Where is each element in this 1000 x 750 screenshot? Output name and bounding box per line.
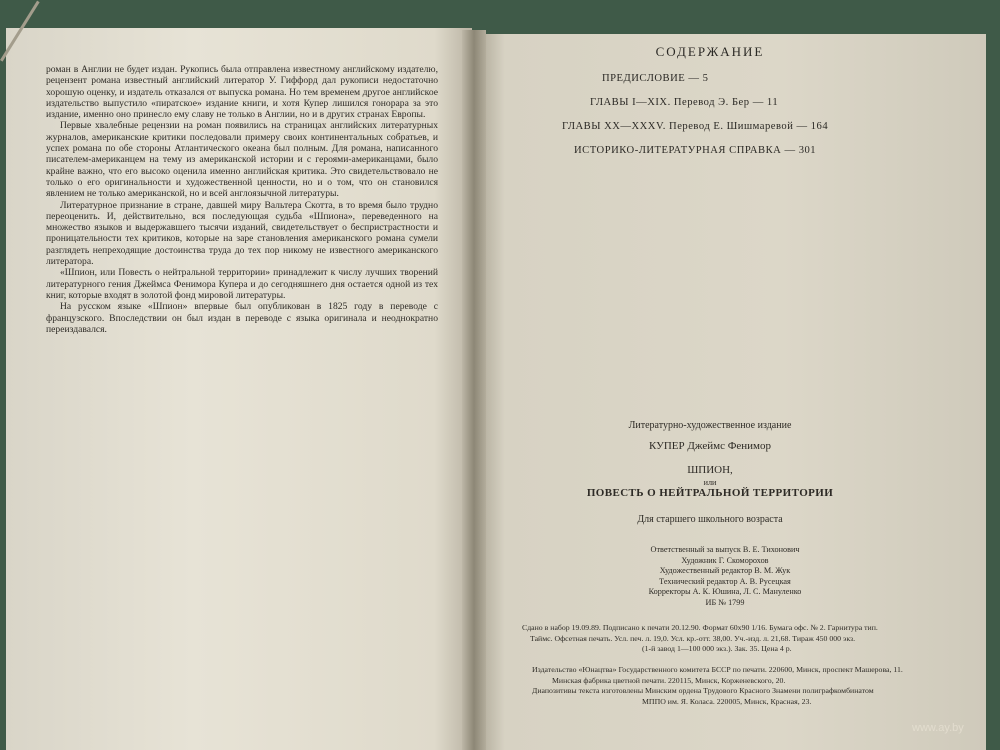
credit-line: Художник Г. Скоморохов xyxy=(681,555,769,565)
publisher-line: МППО им. Я. Коласа. 220005, Минск, Красная, 23. xyxy=(642,696,812,706)
left-page-text xyxy=(46,64,438,335)
edition-type: Литературно-художественное издание xyxy=(628,420,792,431)
toc-entry: ГЛАВЫ XX—XXXV. Перевод Е. Шишмаревой — 164 xyxy=(562,121,829,132)
credit-line: Художественный редактор В. М. Жук xyxy=(659,566,791,576)
title-connector: или xyxy=(703,478,717,487)
book-author: КУПЕР Джеймс Фенимор xyxy=(648,440,772,452)
publisher-info-block xyxy=(532,665,972,707)
credit-line: Технический редактор А. В. Русецкая xyxy=(659,576,791,586)
book-subtitle: ПОВЕСТЬ О НЕЙТРАЛЬНОЙ ТЕРРИТОРИИ xyxy=(586,487,834,499)
print-info-line: Таймс. Офсетная печать. Усл. печ. л. 19,0. Усл. кр.-отт. 38,00. Уч.-изд. л. 21,68. Тираж 450 000 экз. xyxy=(530,633,856,643)
print-info-line: Сдано в набор 19.09.89. Подписано к печати 20.12.90. Формат 60х90 1/16. Бумага офс. № 2. Гарнитура тип. xyxy=(522,623,878,632)
paragraph: Первые хвалебные рецензии на роман появились на страницах английских литературных журналов, американские критики последовали примеру своих континентальных собратьев, и успех романа по обе стороны Атлантического океана был полным. Для романа, написанного писателем-американцем на тему из американской истории и с героями-американцами, было крайне важно, что его высоко оценила именно английская критика. Это свидетельствовало не только о его оригинальности и художественной ценности, но и о том, что он становился явлением не только американской, но и всей англоязычной литературы. xyxy=(46,120,438,200)
paragraph: «Шпион, или Повесть о нейтральной территории» принадлежит к числу лучших творений литературного гения Джеймса Фенимора Купера и до сегодняшнего дня остается одной из тех книг, которые входят в золотой фонд мировой литературы. xyxy=(46,267,438,301)
credits-block xyxy=(600,545,850,609)
toc-entry: ГЛАВЫ I—XIX. Перевод Э. Бер — 11 xyxy=(590,97,779,108)
toc-title: СОДЕРЖАНИЕ xyxy=(655,44,765,59)
paragraph: На русском языке «Шпион» впервые был опубликован в 1825 году в переводе с французского. Впоследствии он был издан в переводе с языка оригинала и неоднократно переиздавался. xyxy=(46,301,438,335)
credit-line: ИБ № 1799 xyxy=(705,597,745,607)
publisher-line: Диапозитивы текста изготовлены Минским ордена Трудового Красного Знамени полиграфкомбинатом xyxy=(532,686,874,696)
credit-line: Ответственный за выпуск В. Е. Тихонович xyxy=(650,545,800,554)
print-info-line: (1-й завод 1—100 000 экз.). Зак. 35. Цена 4 р. xyxy=(642,644,792,654)
paragraph: Литературное признание в стране, давшей миру Вальтера Скотта, в то время было трудно переоценить. И, действительно, вся последующая судьба «Шпиона», переведенного на множество языков и выдержавшего тысячи изданий, свидетельствует о беспристрастности и проницательности тех критиков, которые на заре становления американского романа сумели разглядеть непреходящие достоинства труда до тех пор никому не известного американского литератора. xyxy=(46,199,438,268)
toc-entry: ИСТОРИКО-ЛИТЕРАТУРНАЯ СПРАВКА — 301 xyxy=(574,145,817,156)
print-info-block xyxy=(522,623,982,655)
paragraph: роман в Англии не будет издан. Рукопись была отправлена известному английскому издателю, рецензент романа известный английский литератор У. Гиффорд дал рукописи недостаточно хорошую оценку, и издатель отказался от выпуска романа. Но тем временем другое английское издательство выпустило «пиратское» издание книги, и хотя Купер лишился гонорара за это издание, именно оно принесло ему славу не только в Англии, но и в других странах Европы. xyxy=(46,64,438,121)
watermark: www.ay.by xyxy=(912,722,964,734)
table-of-contents xyxy=(560,44,860,169)
credit-line: Корректоры А. К. Юшина, Л. С. Мануленко xyxy=(648,587,802,597)
publisher-line: Издательство «Юнацтва» Государственного комитета БССР по печати. 220600, Минск, проспект Машерова, 11. xyxy=(532,665,903,674)
book-title: ШПИОН, xyxy=(687,464,733,476)
book-gutter xyxy=(462,30,486,750)
publisher-line: Минская фабрика цветной печати. 220115, Минск, Корженевского, 20. xyxy=(552,675,786,685)
audience-note: Для старшего школьного возраста xyxy=(637,514,783,525)
toc-entry: ПРЕДИСЛОВИЕ — 5 xyxy=(602,73,709,84)
